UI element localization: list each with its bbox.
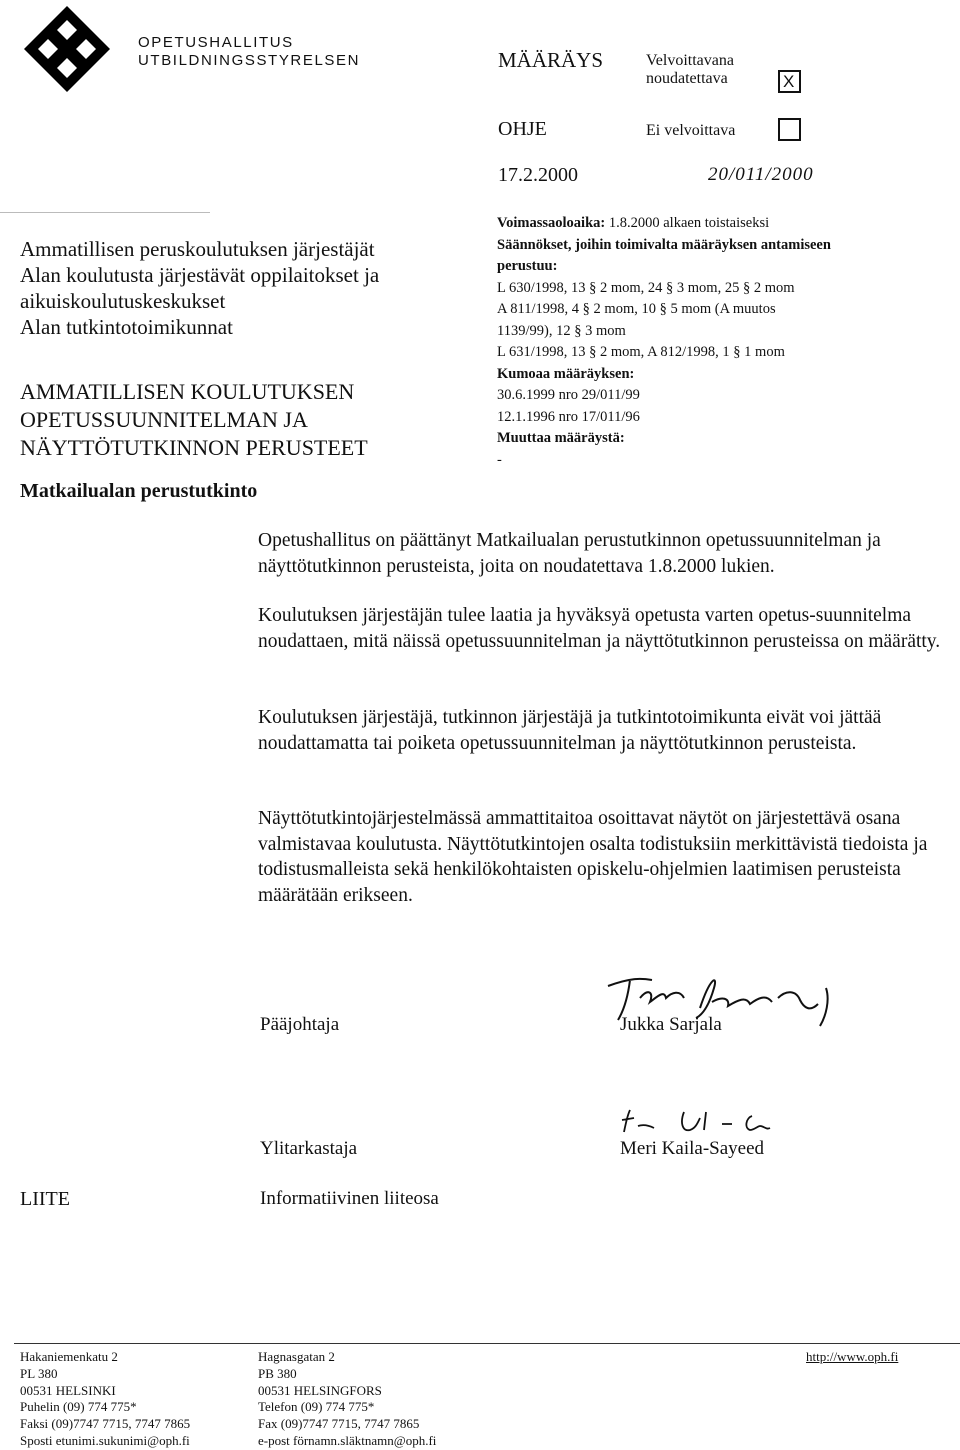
- role-senior-inspector: Ylitarkastaja: [260, 1138, 358, 1159]
- title-line: AMMATILLISEN KOULUTUKSEN: [20, 379, 355, 404]
- regulation-checkbox: X: [778, 70, 801, 93]
- footer-line: e-post förnamn.släktnamn@oph.fi: [258, 1432, 437, 1448]
- footer-line: 00531 HELSINGFORS: [258, 1382, 382, 1398]
- regulation-note: [646, 52, 734, 88]
- repeals-line: 12.1.1996 nro 17/011/96: [497, 408, 640, 425]
- repeals-label: Kumoaa määräyksen:: [497, 365, 635, 382]
- footer-line: Faksi (09)7747 7715, 7747 7865: [20, 1416, 191, 1432]
- recipient-line: Ammatillisen peruskoulutuksen järjestäjät: [20, 237, 375, 261]
- authority-line: A 811/1998, 4 § 2 mom, 10 § 5 mom (A muutos: [497, 301, 776, 317]
- footer-address-sv: [258, 1349, 436, 1450]
- paragraph-text: Koulutuksen järjestäjän tulee laatia ja hyväksyä opetusta varten opetus-suunnitelma noudattaen, mitä näissä opetussuunnitelman ja näyttötutkinnon perusteissa on määrätty.: [258, 605, 941, 652]
- org-name: [138, 34, 360, 70]
- paragraph-text: Koulutuksen järjestäjä, tutkinnon järjestäjä ja tutkintotoimikunta eivät voi jättää noudattamatta tai poiketa opetussuunnitelman ja näyttötutkinnon perusteista.: [258, 707, 882, 754]
- regulation-note-line1: Velvoittavana: [646, 52, 734, 69]
- role-director-general: Pääjohtaja: [260, 1014, 340, 1035]
- paragraph-text: Näyttötutkintojärjestelmässä ammattitaitoa osoittavat näytöt on järjestettävä osana valmistavaa koulutusta. Näyttötutkintojen osalta todistuksiin merkittävistä tiedoista ja todistusmalleista sekä henkilökohtaisten opiskelu-ohjelmien laatimisen perusteista määrätään erikseen.: [258, 808, 928, 906]
- body-paragraph-4: [258, 806, 948, 908]
- footer-address-fi: [20, 1349, 190, 1450]
- repeals-line: 30.6.1999 nro 29/011/99: [497, 387, 640, 403]
- amends-label: Muuttaa määräystä:: [497, 430, 625, 446]
- name-director-general: Jukka Sarjala: [620, 1014, 722, 1035]
- org-name-sv: UTBILDNINGSSTYRELSEN: [138, 52, 361, 69]
- name-senior-inspector: Meri Kaila-Sayeed: [620, 1138, 765, 1159]
- recipient-line: aikuiskoulutuskeskukset: [20, 289, 226, 313]
- paragraph-text: Opetushallitus on päättänyt Matkailualan perustutkinnon opetussuunnitelman ja näyttötutkinnon perusteista, joita on noudatettava 1.8.2000 lukien.: [258, 530, 881, 577]
- doc-type-regulation: MÄÄRÄYS: [498, 48, 604, 72]
- title-line: OPETUSSUUNNITELMAN JA: [20, 407, 308, 432]
- authority-label-2: perustuu:: [497, 258, 558, 274]
- attachment-value: Informatiivinen liiteosa: [260, 1188, 439, 1209]
- recipient-line: Alan koulutusta järjestävät oppilaitokset ja: [20, 263, 380, 287]
- footer-line: Hakaniemenkatu 2: [20, 1349, 118, 1364]
- authority-line: 1139/99), 12 § 3 mom: [497, 322, 626, 339]
- footer-website-link[interactable]: http://www.oph.fi: [806, 1349, 899, 1364]
- authority-line: L 630/1998, 13 § 2 mom, 24 § 3 mom, 25 § 2 mom: [497, 279, 795, 296]
- body-paragraph-1: [258, 528, 948, 579]
- guideline-checkbox: [778, 118, 801, 141]
- footer-line: PB 380: [258, 1365, 297, 1381]
- diary-number: 20/011/2000: [708, 164, 814, 185]
- footer-line: Telefon (09) 774 775*: [258, 1399, 375, 1415]
- guideline-note: Ei velvoittava: [646, 122, 736, 139]
- recipient-line: Alan tutkintotoimikunnat: [20, 315, 233, 339]
- footer-line: Sposti etunimi.sukunimi@oph.fi: [20, 1432, 190, 1448]
- attachment-label: LIITE: [20, 1188, 70, 1210]
- signature-kaila-sayeed: [614, 1104, 774, 1138]
- validity-label: Voimassaoloaika:: [497, 215, 606, 231]
- body-paragraph-3: [258, 705, 948, 756]
- footer-line: 00531 HELSINKI: [20, 1382, 116, 1398]
- authority-label-1: Säännökset, joihin toimivalta määräyksen antamiseen: [497, 236, 831, 253]
- footer-line: PL 380: [20, 1365, 58, 1381]
- footer-rule: [14, 1343, 960, 1344]
- footer-line: Hagnasgatan 2: [258, 1349, 335, 1364]
- org-name-fi: OPETUSHALLITUS: [138, 34, 294, 51]
- authority-line: L 631/1998, 13 § 2 mom, A 812/1998, 1 § 1 mom: [497, 344, 785, 360]
- header-rule: [0, 212, 210, 213]
- document-date: 17.2.2000: [498, 164, 578, 186]
- footer-line: Puhelin (09) 774 775*: [20, 1399, 137, 1415]
- oph-logo: [22, 4, 112, 94]
- document-title: [20, 378, 368, 462]
- title-line: NÄYTTÖTUTKINNON PERUSTEET: [20, 435, 368, 460]
- recipients: [20, 236, 379, 340]
- regulation-note-line2: noudatettava: [646, 70, 728, 87]
- validity-block: [497, 213, 831, 471]
- amends-value: -: [497, 451, 502, 468]
- body-paragraph-2: [258, 603, 948, 654]
- doc-type-guideline: OHJE: [498, 118, 547, 140]
- document-subtitle: Matkailualan perustutkinto: [20, 480, 258, 502]
- validity-value: 1.8.2000 alkaen toistaiseksi: [608, 215, 770, 231]
- footer-line: Fax (09)7747 7715, 7747 7865: [258, 1416, 420, 1432]
